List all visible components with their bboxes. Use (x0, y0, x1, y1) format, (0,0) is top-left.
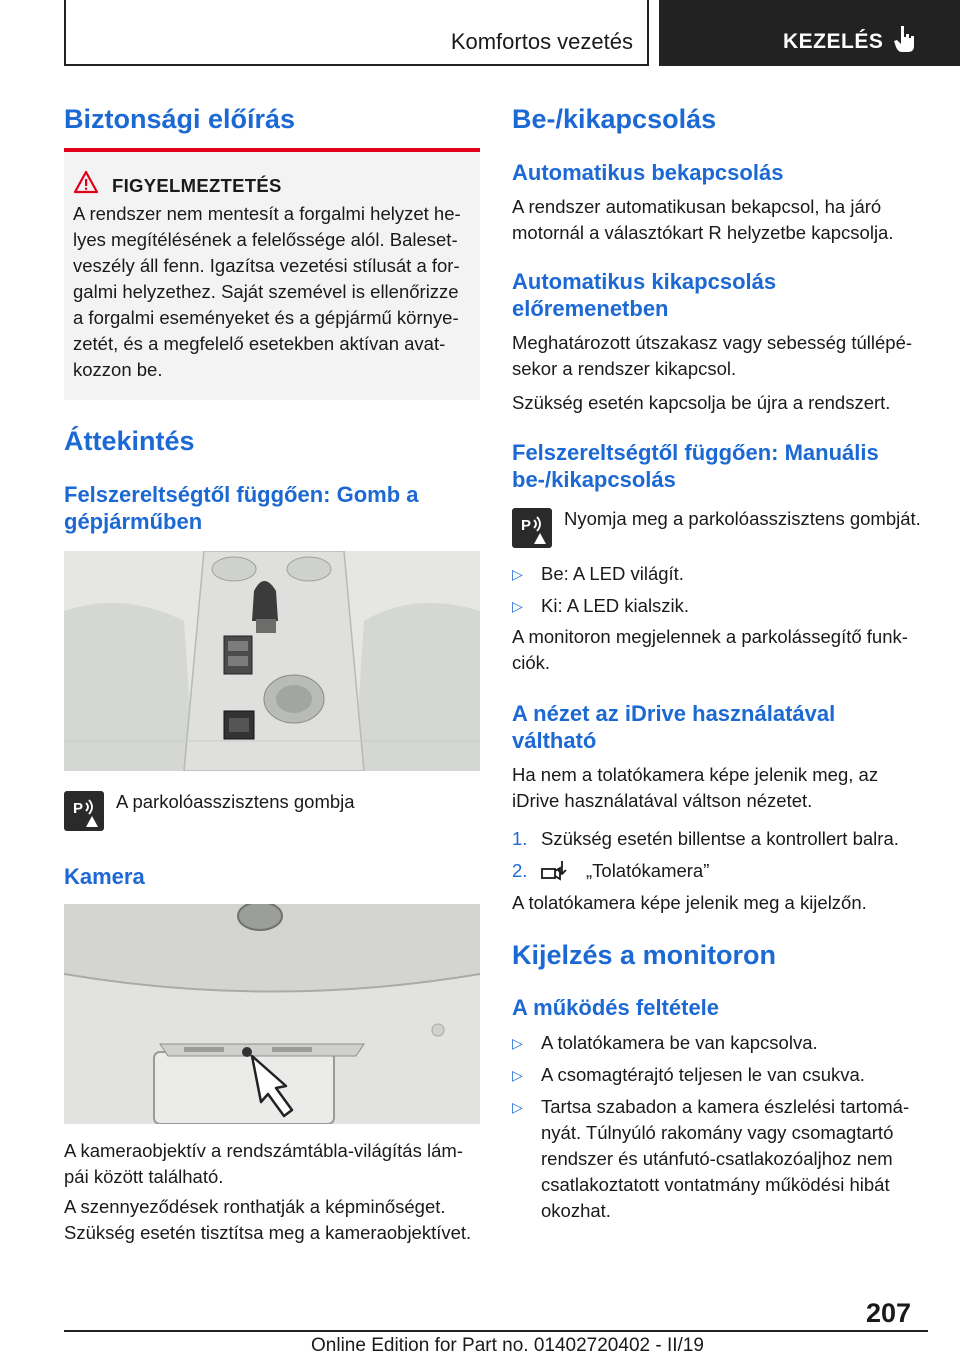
overview-title: Áttekintés (64, 426, 195, 456)
warning-triangle-icon (73, 170, 99, 194)
condition-title: A működés feltétele (512, 995, 720, 1020)
header-chapter-label: KEZELÉS (783, 30, 884, 53)
footer-divider (64, 1330, 928, 1332)
display-title: Kijelzés a monitoron (512, 940, 777, 970)
auto-off-note: Szükség esetén kapcsolja be újra a rendszert. (512, 392, 891, 413)
bullet-marker: ▷ (512, 566, 523, 582)
footer-edition: Online Edition for Part no. 01402720402 - II/19 (311, 1335, 704, 1356)
safety-title: Biztonsági előírás (64, 104, 296, 134)
bullet-marker: ▷ (512, 598, 523, 614)
warning-text: A rendszer nem mentesít a forgalmi helyzet he- lyes megítélésének a felelőssége alól. Baleset- veszély áll fenn. Igazítsa vezetési stílusát a for- galmi helyzethez. Saját szemével is ellenőrizze a forgalmi eseményeket és a gépjármű környe- zetét, és a megfelelő esetekben aktívan avat- kozzon be. (73, 203, 461, 380)
warning-title: FIGYELMEZTETÉS (112, 175, 282, 196)
hand-pointer-icon (892, 24, 918, 54)
svg-text:P: P (73, 800, 84, 817)
park-assist-button-icon (64, 791, 104, 831)
button-caption: A parkolóasszisztens gombja (116, 791, 355, 812)
camera-title: Kamera (64, 864, 145, 889)
manual-after-text: A monitoron megjelennek a parkolássegítő funk- ciók. (512, 626, 908, 673)
rear-camera-icon (541, 860, 571, 882)
bullet-marker: ▷ (512, 1067, 523, 1083)
camera-cleaning-text: A szennyeződések ronthatják a képminőséget. Szükség esetén tisztítsa meg a kameraobjektívet. (64, 1196, 472, 1243)
console-photo (64, 551, 480, 771)
button-section-title: Felszereltségtől függően: Gomb a gépjárműben (64, 482, 419, 534)
bullet-marker: ▷ (512, 1099, 523, 1115)
bullet-marker: ▷ (512, 1035, 523, 1051)
manual-title: Felszereltségtől függően: Manuális be-/kikapcsolás (512, 440, 879, 492)
idrive-text: Ha nem a tolatókamera képe jelenik meg, az iDrive használatával váltson nézetet. (512, 764, 879, 811)
auto-off-text: Meghatározott útszakasz vagy sebesség túllépé- sekor a rendszer kikapcsol. (512, 332, 913, 379)
park-assist-button-icon (512, 508, 552, 548)
auto-off-title: Automatikus kikapcsolás előremenetben (512, 269, 777, 321)
header-section-tab (64, 0, 649, 66)
idrive-title: A nézet az iDrive használatával váltható (512, 701, 836, 753)
idrive-result: A tolatókamera képe jelenik meg a kijelzőn. (512, 892, 867, 913)
camera-location-text: A kameraobjektív a rendszámtábla-világítás lám- pái között található. (64, 1140, 463, 1187)
page-number: 207 (866, 1298, 912, 1328)
auto-on-title: Automatikus bekapcsolás (512, 160, 784, 185)
manual-press-text: Nyomja meg a parkolóasszisztens gombját. (564, 508, 921, 529)
auto-on-text: A rendszer automatikusan bekapcsol, ha járó motornál a választókart R helyzetbe kapcsolja. (512, 196, 894, 243)
header-chapter-tab (659, 0, 960, 66)
svg-text:P: P (521, 517, 532, 534)
header-section-label: Komfortos vezetés (450, 29, 633, 54)
onoff-title: Be-/kikapcsolás (512, 104, 717, 134)
camera-photo (64, 904, 480, 1124)
